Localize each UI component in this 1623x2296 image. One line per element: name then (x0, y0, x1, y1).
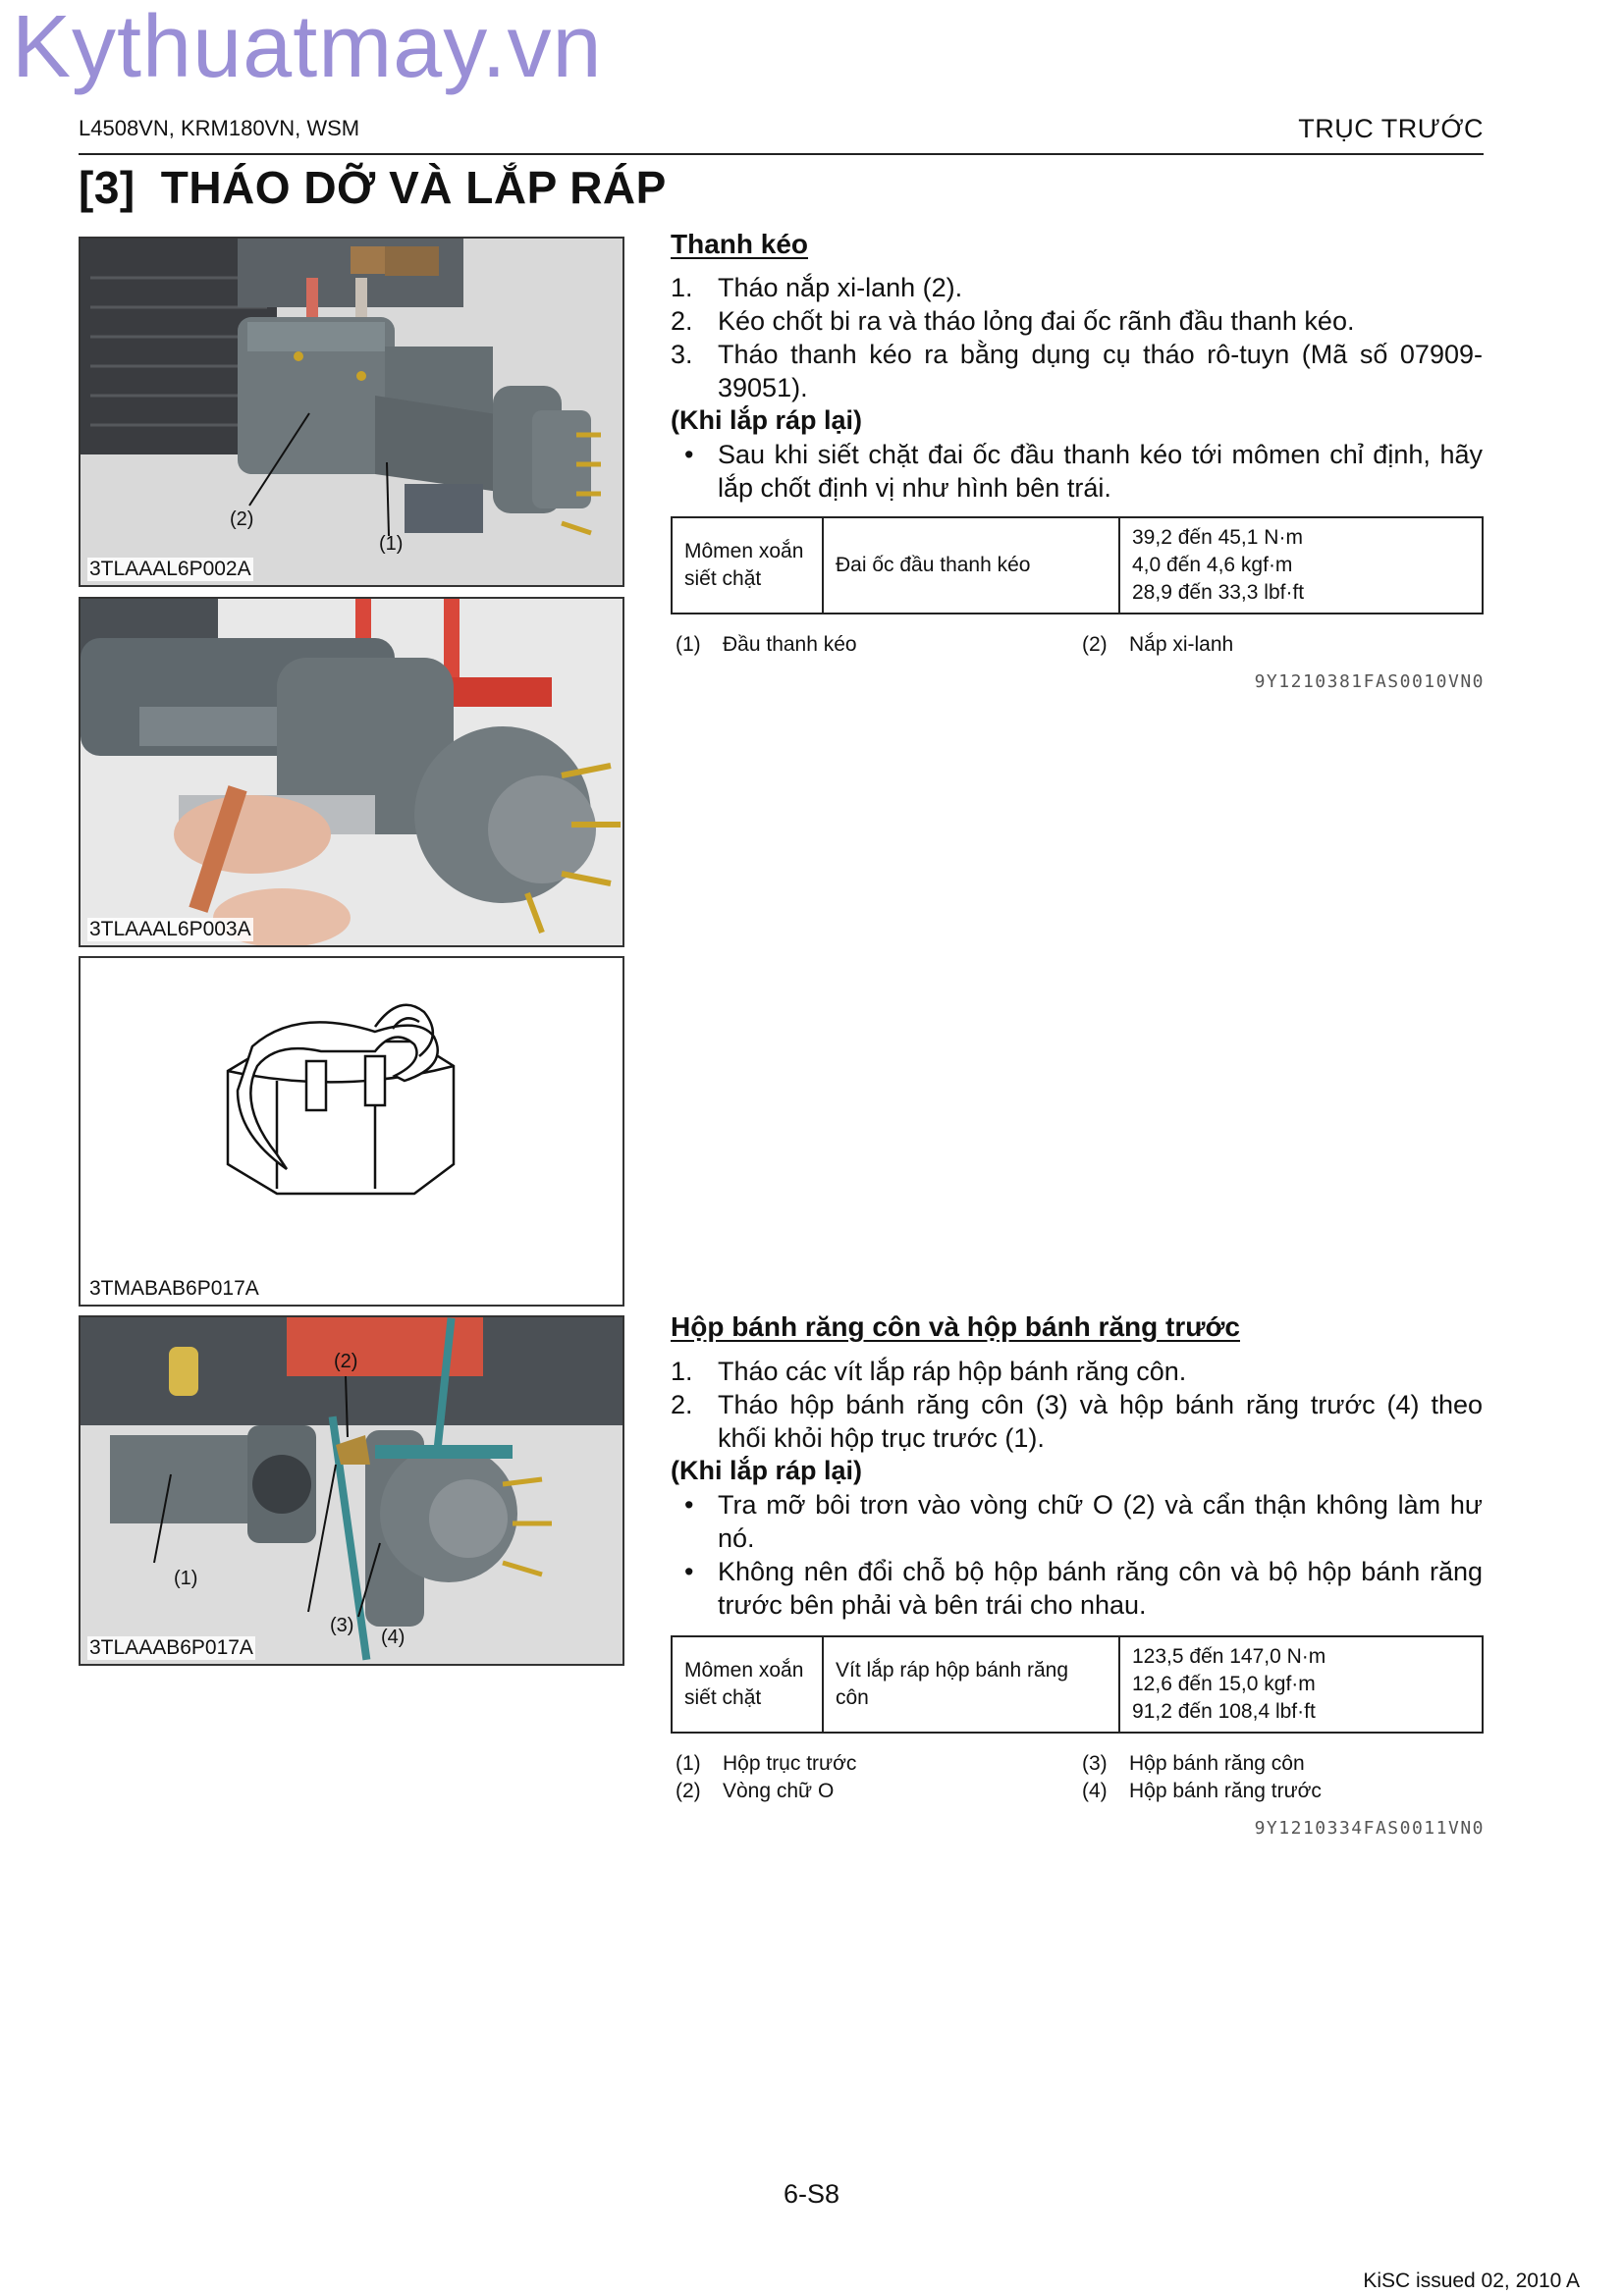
callout-4: (4) (381, 1627, 406, 1648)
step-text: Tháo nắp xi-lanh (2). (718, 273, 963, 302)
torque-item: Vít lắp ráp hộp bánh răng côn (823, 1636, 1119, 1733)
figure-gear-case-photo (79, 1315, 624, 1666)
legend-number: (3) (1082, 1752, 1108, 1775)
legend-text: Hộp bánh răng côn (1129, 1752, 1305, 1775)
torque-value-nm: 39,2 đến 45,1 N·m (1132, 526, 1303, 549)
figure-tie-rod-photo (79, 237, 624, 587)
legend-number: (2) (676, 1780, 701, 1802)
callout-2: (2) (230, 508, 254, 530)
tie-rod-bullet (671, 438, 1483, 505)
issue-note: KiSC issued 02, 2010 A (1363, 2269, 1580, 2292)
header-divider (79, 153, 1484, 155)
page-number: 6-S8 (783, 2179, 840, 2209)
torque-values (1119, 517, 1483, 614)
step-number: 2. (671, 1390, 693, 1419)
legend-item (1082, 1780, 1322, 1803)
gear-case-steps (671, 1355, 1483, 1455)
torque-label: Mômen xoắn siết chặt (672, 517, 823, 614)
section-number: [3] (79, 162, 135, 213)
bullet-text: Sau khi siết chặt đai ốc đầu thanh kéo tới mômen chỉ định, hãy lắp chốt định vị như hình bên trái. (718, 440, 1483, 503)
step (671, 338, 1483, 404)
torque-value-lbfft: 28,9 đến 33,3 lbf·ft (1132, 581, 1305, 604)
legend-item (676, 1780, 834, 1803)
torque-label: Mômen xoắn siết chặt (672, 1636, 823, 1733)
legend-text: Hộp bánh răng trước (1129, 1780, 1322, 1802)
watermark-logo: Kythuatmay.vn (12, 0, 603, 96)
callout-3: (3) (330, 1615, 354, 1636)
callout-1: (1) (174, 1568, 198, 1589)
legend-number: (2) (1082, 633, 1108, 656)
step-text: Tháo hộp bánh răng côn (3) và hộp bánh răng trước (4) theo khối khỏi hộp trục trước (1). (718, 1390, 1483, 1453)
step-number: 2. (671, 306, 693, 336)
figure-code: 3TLAAAL6P002A (89, 558, 251, 580)
legend-text: Hộp trục trước (723, 1752, 857, 1775)
header-chapter: TRỤC TRƯỚC (1298, 114, 1484, 143)
bullet-dot: • (684, 440, 694, 469)
figure-cotter-pin-diagram (79, 956, 624, 1307)
section-title (79, 161, 667, 214)
gear-case-reassembly-label: (Khi lắp ráp lại) (671, 1456, 863, 1485)
tie-rod-reassembly-label: (Khi lắp ráp lại) (671, 405, 863, 435)
gear-case-bullet (671, 1488, 1483, 1555)
step (671, 1388, 1483, 1455)
legend-number: (1) (676, 633, 701, 656)
step-text: Tháo thanh kéo ra bằng dụng cụ tháo rô-tuyn (Mã số 07909-39051). (718, 340, 1483, 402)
tie-rod-steps (671, 271, 1483, 404)
callout-1: (1) (379, 533, 404, 555)
step (671, 1355, 1483, 1388)
legend-item (676, 1752, 856, 1776)
tie-rod-illustration (81, 239, 622, 585)
torque-value-nm: 123,5 đến 147,0 N·m (1132, 1645, 1326, 1668)
step-number: 3. (671, 340, 693, 369)
torque-value-kgfm: 4,0 đến 4,6 kgf·m (1132, 554, 1293, 576)
figure-code: 3TMABAB6P017A (89, 1277, 259, 1300)
step-text: Kéo chốt bi ra và tháo lỏng đai ốc rãnh đầu thanh kéo. (718, 306, 1355, 336)
step (671, 271, 1483, 304)
castle-nut-cotter-pin-icon (81, 958, 622, 1305)
step-number: 1. (671, 1357, 693, 1386)
legend-text: Vòng chữ O (723, 1780, 835, 1802)
gear-case-torque-table (671, 1635, 1484, 1734)
doc-id: 9Y1210334FAS0011VN0 (1254, 1818, 1485, 1839)
legend-item (1082, 633, 1233, 657)
legend-text: Nắp xi-lanh (1129, 633, 1234, 656)
figure-code: 3TLAAAL6P003A (89, 918, 251, 940)
legend-number: (1) (676, 1752, 701, 1775)
step-text: Tháo các vít lắp ráp hộp bánh răng côn. (718, 1357, 1187, 1386)
torque-value-lbfft: 91,2 đến 108,4 lbf·ft (1132, 1700, 1316, 1723)
gear-case-heading: Hộp bánh răng côn và hộp bánh răng trước (671, 1311, 1240, 1342)
tie-rod-heading: Thanh kéo (671, 229, 809, 259)
bullet-dot: • (684, 1490, 694, 1520)
figure-code: 3TLAAAB6P017A (89, 1636, 253, 1659)
gear-case-bullet (671, 1555, 1483, 1622)
bullet-text: Không nên đổi chỗ bộ hộp bánh răng côn và bộ hộp bánh răng trước bên phải và bên trái cho nhau. (718, 1557, 1483, 1620)
legend-text: Đầu thanh kéo (723, 633, 857, 656)
header-model: L4508VN, KRM180VN, WSM (79, 116, 360, 140)
ball-joint-tool-illustration (81, 599, 622, 945)
callout-2: (2) (334, 1351, 358, 1372)
section-title-text: THÁO DỠ VÀ LẮP RÁP (160, 162, 667, 213)
torque-item: Đai ốc đầu thanh kéo (823, 517, 1119, 614)
torque-values (1119, 1636, 1483, 1733)
legend-item (676, 633, 857, 657)
figure-ball-joint-tool-photo (79, 597, 624, 947)
step (671, 304, 1483, 338)
legend-number: (4) (1082, 1780, 1108, 1802)
legend-item (1082, 1752, 1305, 1776)
bullet-text: Tra mỡ bôi trơn vào vòng chữ O (2) và cẩn thận không làm hư nó. (718, 1490, 1483, 1553)
bullet-dot: • (684, 1557, 694, 1586)
doc-id: 9Y1210381FAS0010VN0 (1254, 671, 1485, 692)
torque-value-kgfm: 12,6 đến 15,0 kgf·m (1132, 1673, 1316, 1695)
step-number: 1. (671, 273, 693, 302)
tie-rod-torque-table (671, 516, 1484, 614)
